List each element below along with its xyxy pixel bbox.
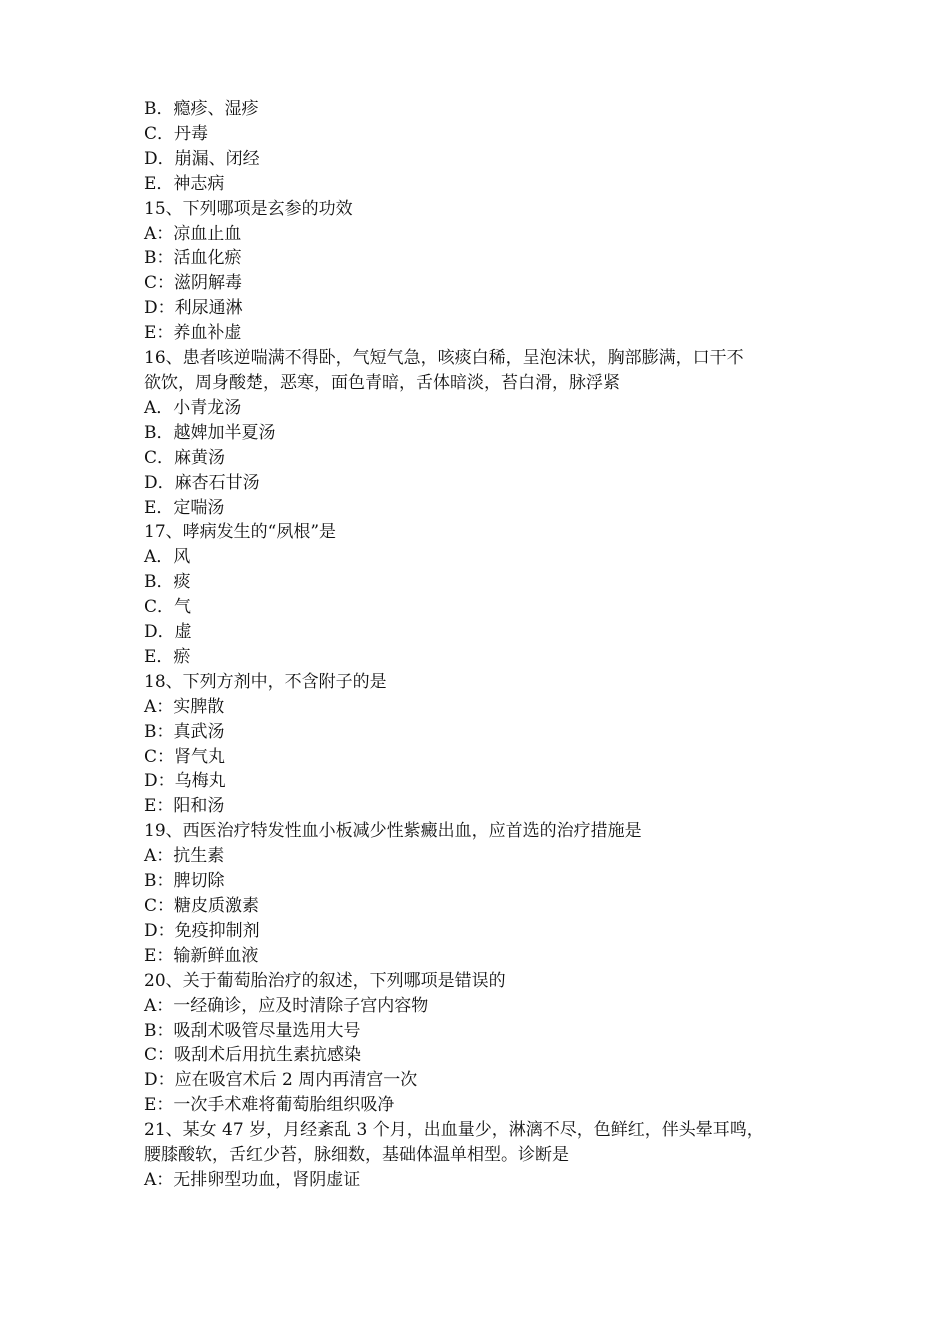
option-line: C．麻黄汤 (144, 447, 226, 468)
question-line: 15、下列哪项是玄参的功效 (144, 198, 353, 219)
question-line: 16、患者咳逆喘满不得卧，气短气急，咳痰白稀，呈泡沫状，胸部膨满，口干不 (144, 348, 744, 369)
option-line: A：一经确诊，应及时清除子宫内容物 (144, 995, 429, 1016)
option-line: A：实脾散 (144, 696, 225, 717)
question-line: 19、西医治疗特发性血小板减少性紫癜出血，应首选的治疗措施是 (144, 821, 642, 842)
option-line: B．痰 (144, 572, 191, 593)
option-line: D：利尿通淋 (144, 298, 243, 319)
option-line: C：糖皮质激素 (144, 896, 260, 916)
option-line: B．越婢加半夏汤 (144, 422, 276, 443)
option-line: C：滋阴解毒 (144, 273, 243, 294)
option-line: D．崩漏、闭经 (144, 148, 260, 169)
option-line: C：吸刮术后用抗生素抗感染 (144, 1045, 362, 1066)
option-line: D：应在吸宫术后 2 周内再清宫一次 (144, 1070, 418, 1091)
option-line: E．瘀 (144, 646, 191, 667)
option-line: E：输新鲜血液 (144, 945, 259, 966)
option-line: B：活血化瘀 (144, 248, 242, 269)
option-line: A．小青龙汤 (144, 397, 242, 418)
option-line: D：乌梅丸 (144, 771, 226, 792)
option-line: B：真武汤 (144, 721, 225, 742)
question-line: 17、哮病发生的“夙根”是 (144, 522, 337, 543)
question-line: 20、关于葡萄胎治疗的叙述，下列哪项是错误的 (144, 970, 506, 991)
question-line-continued: 腰膝酸软，舌红少苔，脉细数，基础体温单相型。诊断是 (144, 1145, 569, 1166)
option-line: E：一次手术难将葡萄胎组织吸净 (144, 1095, 395, 1116)
option-line: C：肾气丸 (144, 746, 226, 767)
option-line: A：无排卵型功血，肾阴虚证 (144, 1169, 361, 1190)
question-line: 21、某女 47 岁，月经紊乱 3 个月，出血量少，淋漓不尽，色鲜红，伴头晕耳鸣， (144, 1120, 764, 1141)
question-line: 18、下列方剂中，不含附子的是 (144, 671, 387, 692)
option-line: C．气 (144, 597, 192, 618)
document-page (144, 97, 824, 1193)
option-line: B：脾切除 (144, 871, 225, 892)
option-line: D．虚 (144, 622, 192, 643)
option-line: A：抗生素 (144, 846, 225, 867)
option-line: B：吸刮术吸管尽量选用大号 (144, 1020, 361, 1041)
option-line: E．定喘汤 (144, 497, 225, 518)
option-line: E：阳和汤 (144, 796, 225, 817)
question-line-continued: 欲饮，周身酸楚，恶寒，面色青暗，舌体暗淡，苔白滑，脉浮紧 (144, 372, 620, 393)
option-line: E．神志病 (144, 173, 225, 194)
option-line: B．瘾疹、湿疹 (144, 99, 259, 119)
option-line: D：免疫抑制剂 (144, 920, 260, 941)
option-line: A．风 (144, 547, 191, 568)
option-line: D．麻杏石甘汤 (144, 472, 260, 493)
option-line: A：凉血止血 (144, 223, 242, 244)
option-line: C．丹毒 (144, 123, 209, 144)
option-line: E：养血补虚 (144, 323, 242, 344)
